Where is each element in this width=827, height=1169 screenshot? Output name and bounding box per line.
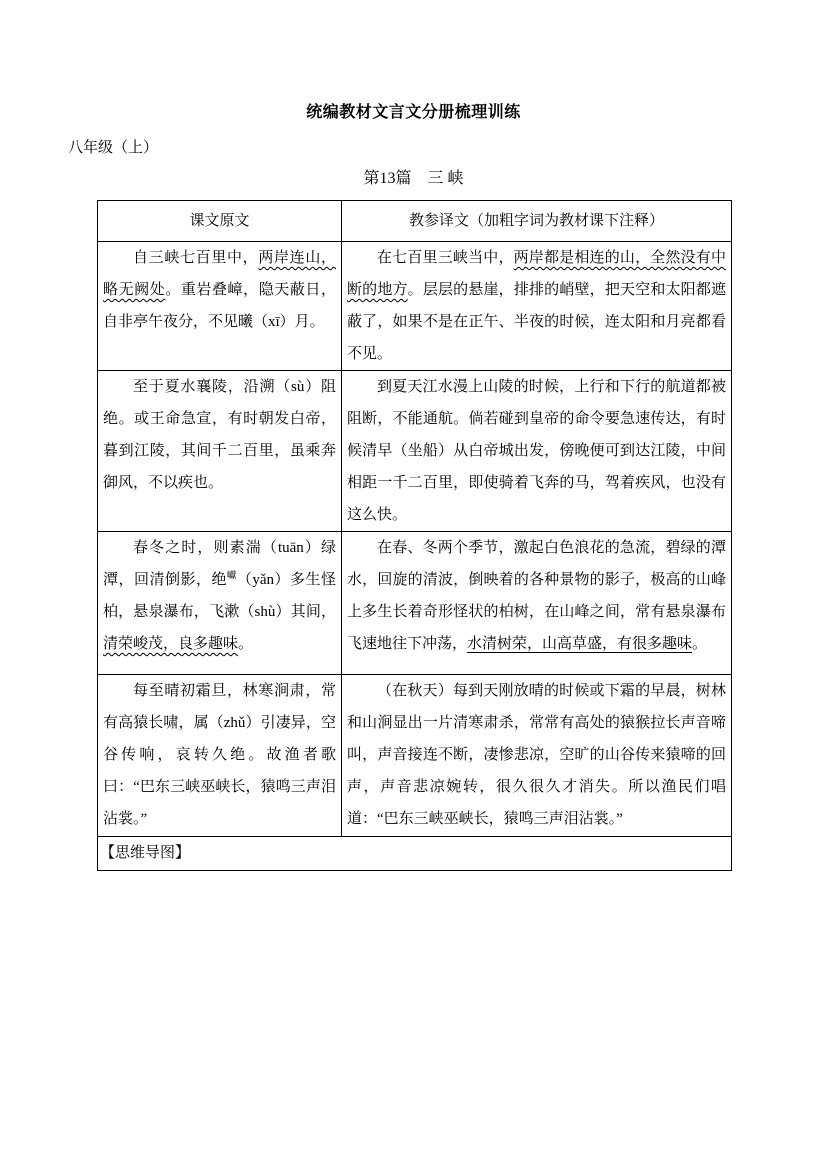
text-segment: 自三峡七百里中， [133,250,259,266]
cell-translation-2 [342,371,732,532]
text-segment: 在春、冬两个季节，激起白色浪花的急流，碧绿的潭水，回旋的清波，倒映着的各种景物的影子，极高的山峰上多生长着奇形怪状的柏树，在山峰之间，常有悬泉瀑布飞速地往下冲荡， [347,540,726,652]
text-segment: 春冬之时，则素湍（tuān）绿潭，回清倒影，绝 [103,540,336,588]
text-segment: 。 [692,636,708,652]
text-segment: 水清树荣，山高草盛，有很多趣味 [467,636,693,652]
original-paragraph [103,675,336,835]
cell-original-4 [98,675,342,837]
table-row [98,371,732,532]
translation-paragraph [347,242,726,370]
translation-paragraph [347,532,726,660]
header-original-text: 课文原文 [98,201,342,242]
text-segment: （yǎn）多生怪柏，悬泉瀑布，飞漱（shù）其间， [103,572,336,620]
superscript-character: 巘 [227,571,237,581]
text-segment: 清荣峻茂，良多趣味 [103,636,239,652]
cell-translation-4 [342,675,732,837]
table-row [98,675,732,837]
text-segment: 两岸都是相连的山，全然没有中断的地方 [347,250,726,298]
header-translation: 教参译文（加粗字词为教材课下注释） [342,201,732,242]
original-paragraph [103,242,336,338]
text-segment: 。 [238,636,254,652]
cell-translation-3 [342,532,732,675]
cell-translation-1 [342,242,732,371]
lesson-title: 第13篇 三 峡 [363,170,464,187]
cell-original-2 [98,371,342,532]
table-header-row [98,201,732,242]
text-segment: 至于夏水襄陵，沿溯（sù）阻绝。或王命急宣，有时朝发白帝，暮到江陵，其间千二百里，虽乘奔御风，不以疾也。 [103,379,336,491]
translation-paragraph [347,675,726,835]
cell-original-1 [98,242,342,371]
text-segment: 两岸连山，略无阙处 [103,250,336,298]
translation-paragraph [347,371,726,531]
cell-original-3 [98,532,342,675]
lesson-table [97,200,732,871]
text-segment: 每至晴初霜旦，林寒涧肃，常有高猿长啸，属（zhǔ）引凄异，空谷传响，哀转久绝。故渔者歌曰：“巴东三峡巫峡长，猿鸣三声泪沾裳。” [103,683,336,827]
text-segment: 。层层的悬崖，排排的峭壁，把天空和太阳都遮蔽了，如果不是在正午、半夜的时候，连太阳和月亮都看不见。 [347,282,726,362]
mind-map-label: 【思维导图】 [98,837,732,871]
text-segment: （在秋天）每到天刚放晴的时候或下霜的早晨，树林和山涧显出一片清寒肃杀，常常有高处的猿猴拉长声音啼叫，声音接连不断，凄惨悲凉，空旷的山谷传来猿啼的回声，声音悲凉婉转，很久很久才消失。所以渔民们唱道：“巴东三峡巫峡长，猿鸣三声泪沾裳。” [347,683,726,827]
text-segment: 。重岩叠嶂，隐天蔽日，自非亭午夜分，不见曦（xī）月。 [103,282,336,330]
document-title: 统编教材文言文分册梳理训练 [306,104,521,121]
grade-label: 八年级（上） [68,140,159,156]
table-row [98,242,732,371]
table-footer-row [98,837,732,871]
text-segment: 在七百里三峡当中， [377,250,514,266]
table-row [98,532,732,675]
original-paragraph [103,371,336,499]
text-segment: 到夏天江水漫上山陵的时候，上行和下行的航道都被阻断，不能通航。倘若碰到皇帝的命令要急速传达，有时候清早（坐船）从白帝城出发，傍晚便可到达江陵，中间相距一千二百里，即使骑着飞奔的马，驾着疾风，也没有这么快。 [347,379,726,523]
original-paragraph [103,532,336,660]
